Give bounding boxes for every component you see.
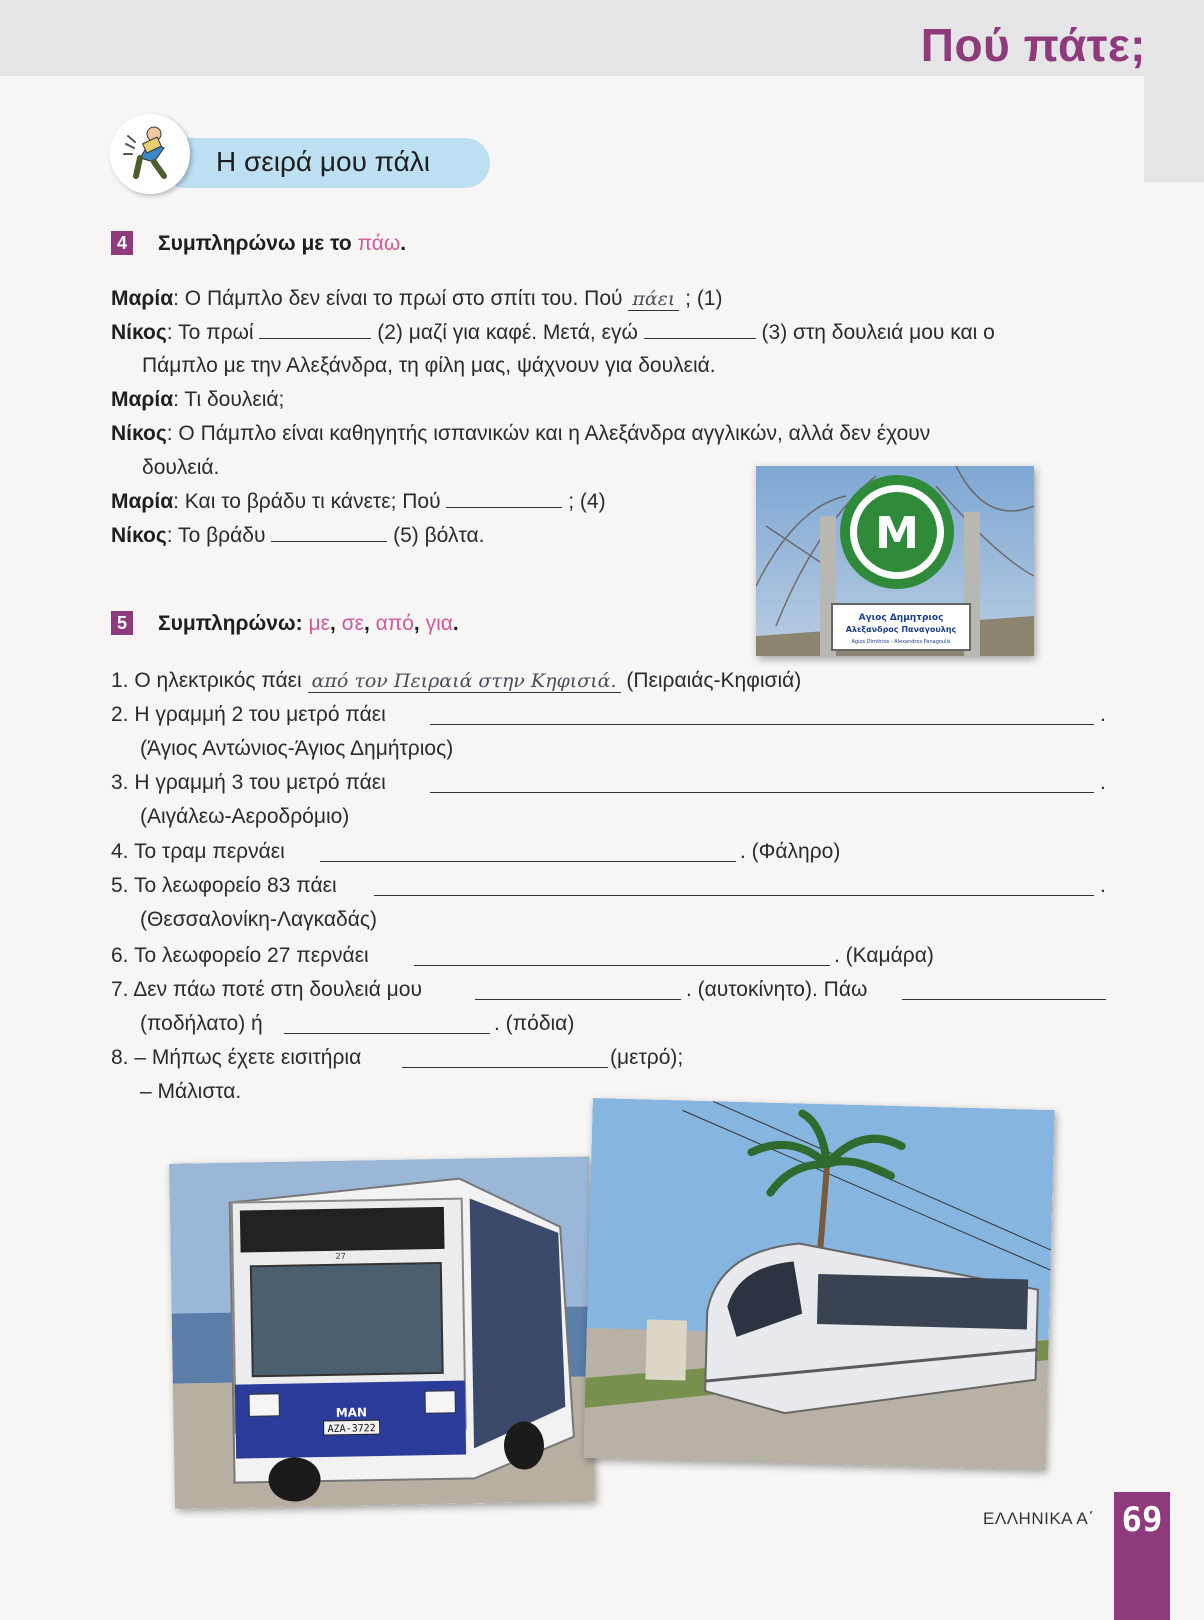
exercise-4-number: 4 <box>111 231 133 255</box>
dialogue-text: : Και το βράδυ τι κάνετε; Πού <box>173 490 447 513</box>
dialogue-text: ; (1) <box>679 287 723 310</box>
item-number: 8. <box>111 1046 129 1069</box>
item-number: 6. <box>111 944 129 967</box>
item-text: Η γραμμή 2 του μετρό πάει <box>134 703 386 726</box>
item-number: 3. <box>111 771 129 794</box>
item-hint: . (πόδια) <box>494 1012 575 1035</box>
dialogue-text: (5) βόλτα. <box>387 524 485 547</box>
dialogue-text: : Ο Πάμπλο δεν είναι το πρωί στο σπίτι του. Πού <box>173 287 629 310</box>
header-side-band <box>1144 76 1204 182</box>
item-hint: (Άγιος Αντώνιος-Άγιος Δημήτριος) <box>140 737 454 760</box>
dialogue-text: ; (4) <box>562 490 606 513</box>
exercise-4-title-verb: πάω <box>357 232 401 255</box>
metro-sign-line1: Αγιος Δημητριος <box>858 613 944 623</box>
word-apo: από <box>375 612 414 635</box>
speaker: Νίκος <box>111 321 167 344</box>
speaker: Νίκος <box>111 422 167 445</box>
exercise-5-item-4 <box>111 839 285 865</box>
exercise-5-item-5 <box>111 873 337 899</box>
word-me: με <box>308 612 330 635</box>
exercise-5-item-1 <box>111 668 801 694</box>
answer-line-7a[interactable] <box>475 981 681 1000</box>
svg-text:Μ: Μ <box>875 508 919 559</box>
item-text: Το τραμ περνάει <box>133 840 285 863</box>
item-number: 5. <box>111 874 129 897</box>
item-hint: (Πειραιάς-Κηφισιά) <box>620 669 802 692</box>
item-hint: . (Φάληρο) <box>740 840 841 863</box>
page-title: Πού πάτε; <box>920 19 1146 71</box>
dialogue-line-5 <box>111 421 930 447</box>
tram-photo <box>583 1098 1054 1470</box>
item-hint: . (αυτοκίνητο). Πάω <box>686 978 868 1001</box>
speaker: Μαρία <box>111 490 174 513</box>
speaker: Μαρία <box>111 287 174 310</box>
item-hint: (μετρό); <box>610 1046 684 1069</box>
item-text: Η γραμμή 3 του μετρό πάει <box>134 771 386 794</box>
exercise-4-title <box>158 232 406 256</box>
bus-brand: MAN <box>335 1405 368 1420</box>
dialogue-line-3: Πάμπλο με την Αλεξάνδρα, τη φίλη μας, ψάχνουν για δουλειά. <box>142 354 716 377</box>
dialogue-line-7 <box>111 489 606 515</box>
jumping-person-icon <box>110 114 190 194</box>
item-number: 2. <box>111 703 129 726</box>
dialogue-line-8 <box>111 523 484 549</box>
dialogue-line-2 <box>111 320 995 346</box>
word-se: σε <box>341 612 364 635</box>
exercise-5-title: Συμπληρώνω: με, σε, από, για. <box>158 612 459 635</box>
metro-sign-photo <box>756 466 1034 656</box>
dialogue-text: : Το βράδυ <box>166 524 272 547</box>
item-hint: (Θεσσαλονίκη-Λαγκαδάς) <box>140 908 377 931</box>
book-title: ΕΛΛΗΝΙΚΑ Α΄ <box>983 1509 1095 1528</box>
answer-line-8[interactable] <box>402 1049 608 1068</box>
dialogue-text: : Τι δουλειά; <box>173 388 285 411</box>
answer-line-6[interactable] <box>414 947 830 966</box>
item-number: 7. <box>111 978 129 1001</box>
dialogue-text: (3) στη δουλειά μου και ο <box>755 321 995 344</box>
exercise-5-item-6 <box>111 943 369 969</box>
page-number: 69 <box>1121 1500 1163 1540</box>
item-number: 1. <box>111 669 129 692</box>
item-text: Το λεωφορείο 27 περνάει <box>133 944 369 967</box>
handwritten-answer: από τον Πειραιά στην Κηφισιά. <box>308 670 621 693</box>
dialogue-text: : Ο Πάμπλο είναι καθηγητής ισπανικών και η Αλεξάνδρα αγγλικών, αλλά δεν έχουν <box>166 422 931 445</box>
metro-sign-line3: Agios Dimitrios - Alexandros Panagoulis <box>851 639 951 645</box>
item-hint: . (Καμάρα) <box>834 944 934 967</box>
blank-5[interactable] <box>271 523 387 542</box>
item-end: . <box>1100 874 1106 897</box>
answer-line-4[interactable] <box>320 843 736 862</box>
exercise-4-title-text: Συμπληρώνω με το <box>158 232 358 255</box>
answer-line-3[interactable] <box>430 774 1094 793</box>
exercise-5-item-8 <box>111 1045 361 1071</box>
blank-3[interactable] <box>644 320 756 339</box>
answer-line-7c[interactable] <box>284 1015 490 1034</box>
item-text: – Μήπως έχετε εισιτήρια <box>134 1046 362 1069</box>
bus-plate: ΑΖΑ-3722 <box>327 1423 376 1435</box>
item-text: – Μάλιστα. <box>140 1080 242 1103</box>
speaker: Μαρία <box>111 388 174 411</box>
exercise-5-item-3 <box>111 770 386 796</box>
item-end: . <box>1100 771 1106 794</box>
section-title: Η σειρά μου πάλι <box>216 146 431 177</box>
exercise-5-item-2 <box>111 702 386 728</box>
item-text: Ο ηλεκτρικός πάει <box>134 669 308 692</box>
item-hint: (ποδήλατο) ή <box>140 1012 263 1035</box>
dialogue-text: : Το πρωί <box>166 321 260 344</box>
dialogue-line-6: δουλειά. <box>142 456 220 479</box>
item-end: . <box>1100 703 1106 726</box>
dialogue-text: (2) μαζί για καφέ. Μετά, εγώ <box>371 321 644 344</box>
answer-line-7b[interactable] <box>902 981 1106 1000</box>
blank-2[interactable] <box>259 320 371 339</box>
word-gia: για <box>425 612 453 635</box>
item-hint: (Αιγάλεω-Αεροδρόμιο) <box>140 805 350 828</box>
dialogue-line-4 <box>111 387 284 413</box>
blank-4[interactable] <box>446 489 562 508</box>
answer-line-2[interactable] <box>430 706 1094 725</box>
exercise-5-title-text: Συμπληρώνω: <box>158 612 309 635</box>
exercise-4-title-suffix: . <box>400 232 407 255</box>
handwritten-answer: πάει <box>628 288 679 311</box>
item-text: Δεν πάω ποτέ στη δουλειά μου <box>133 978 422 1001</box>
answer-line-5[interactable] <box>374 877 1094 896</box>
exercise-5-item-7 <box>111 977 422 1003</box>
item-number: 4. <box>111 840 129 863</box>
bus-route: 27 <box>335 1251 346 1261</box>
bus-photo <box>169 1156 595 1508</box>
dialogue-line-1 <box>111 286 722 312</box>
speaker: Νίκος <box>111 524 167 547</box>
metro-sign-line2: Αλεξανδρος Παναγουλης <box>845 625 957 634</box>
item-text: Το λεωφορείο 83 πάει <box>133 874 337 897</box>
exercise-5-number: 5 <box>111 611 133 635</box>
